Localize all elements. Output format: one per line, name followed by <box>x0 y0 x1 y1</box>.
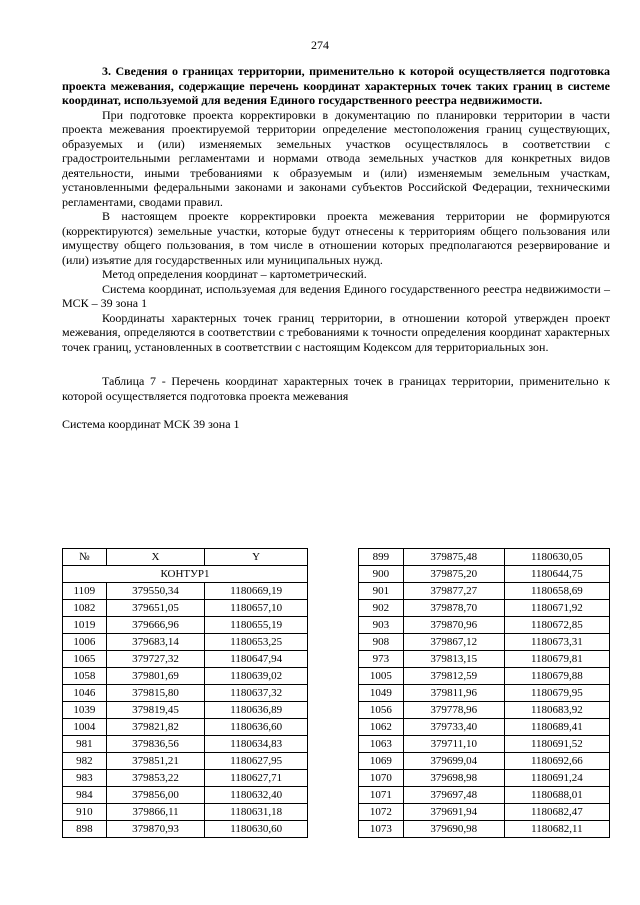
point-number-cell: 1004 <box>63 719 107 736</box>
x-coordinate-cell: 379867,12 <box>403 634 504 651</box>
x-coordinate-cell: 379875,48 <box>403 549 504 566</box>
point-number-cell: 900 <box>359 566 404 583</box>
y-coordinate-cell: 1180692,66 <box>504 753 609 770</box>
point-number-cell: 1082 <box>63 600 107 617</box>
contour-label: КОНТУР1 <box>63 566 308 583</box>
y-coordinate-cell: 1180689,41 <box>504 719 609 736</box>
x-coordinate-cell: 379819,45 <box>106 702 205 719</box>
point-number-cell: 901 <box>359 583 404 600</box>
y-coordinate-cell: 1180647,94 <box>205 651 308 668</box>
x-coordinate-cell: 379815,80 <box>106 685 205 702</box>
point-number-cell: 910 <box>63 804 107 821</box>
y-coordinate-cell: 1180632,40 <box>205 787 308 804</box>
point-number-cell: 1065 <box>63 651 107 668</box>
header-x: X <box>106 549 205 566</box>
y-coordinate-cell: 1180658,69 <box>504 583 609 600</box>
x-coordinate-cell: 379697,48 <box>403 787 504 804</box>
x-coordinate-cell: 379856,00 <box>106 787 205 804</box>
point-number-cell: 983 <box>63 770 107 787</box>
table-row <box>63 634 308 651</box>
point-number-cell: 1046 <box>63 685 107 702</box>
table-row <box>63 702 308 719</box>
table-row <box>63 804 308 821</box>
x-coordinate-cell: 379698,98 <box>403 770 504 787</box>
point-number-cell: 902 <box>359 600 404 617</box>
table-row <box>63 787 308 804</box>
table-row <box>359 668 610 685</box>
y-coordinate-cell: 1180688,01 <box>504 787 609 804</box>
y-coordinate-cell: 1180683,92 <box>504 702 609 719</box>
point-number-cell: 1073 <box>359 821 404 838</box>
table-header-row <box>63 549 308 566</box>
table-row <box>63 685 308 702</box>
x-coordinate-cell: 379875,20 <box>403 566 504 583</box>
y-coordinate-cell: 1180627,95 <box>205 753 308 770</box>
document-body <box>62 64 610 432</box>
right-table-body <box>359 549 610 838</box>
point-number-cell: 1070 <box>359 770 404 787</box>
table-row <box>359 804 610 821</box>
y-coordinate-cell: 1180673,31 <box>504 634 609 651</box>
point-number-cell: 1039 <box>63 702 107 719</box>
x-coordinate-cell: 379870,93 <box>106 821 205 838</box>
x-coordinate-cell: 379866,11 <box>106 804 205 821</box>
y-coordinate-cell: 1180653,25 <box>205 634 308 651</box>
table-row <box>359 787 610 804</box>
contour-row <box>63 566 308 583</box>
x-coordinate-cell: 379550,34 <box>106 583 205 600</box>
paragraph: При подготовке проекта корректировки в документацию по планировки территории в части проекта межевания проектируемой территории определение местоположения границ существующих, образуемых и (или) изменяемых земельных участков осуществлялось в соответствии с градостроительными регламентами и нормами отвода земельных участков для конкретных видов деятельности, иными требованиями к образуемым и (или) изменяемым земельным участкам, установленными федеральными законами и законами субъектов Российской Федерации, техническими регламентами, сводами правил. <box>62 107 610 209</box>
point-number-cell: 1056 <box>359 702 404 719</box>
y-coordinate-cell: 1180691,24 <box>504 770 609 787</box>
y-coordinate-cell: 1180627,71 <box>205 770 308 787</box>
point-number-cell: 903 <box>359 617 404 634</box>
x-coordinate-cell: 379853,22 <box>106 770 205 787</box>
point-number-cell: 1049 <box>359 685 404 702</box>
x-coordinate-cell: 379778,96 <box>403 702 504 719</box>
table-row <box>359 583 610 600</box>
table-row <box>359 821 610 838</box>
y-coordinate-cell: 1180630,60 <box>205 821 308 838</box>
table-row <box>359 549 610 566</box>
coordinates-table-left <box>62 548 308 838</box>
y-coordinate-cell: 1180679,88 <box>504 668 609 685</box>
point-number-cell: 1109 <box>63 583 107 600</box>
x-coordinate-cell: 379851,21 <box>106 753 205 770</box>
table-row <box>63 770 308 787</box>
x-coordinate-cell: 379683,14 <box>106 634 205 651</box>
y-coordinate-cell: 1180637,32 <box>205 685 308 702</box>
point-number-cell: 899 <box>359 549 404 566</box>
table-row <box>63 583 308 600</box>
page-number: 274 <box>311 38 329 52</box>
table-row <box>359 770 610 787</box>
x-coordinate-cell: 379727,32 <box>106 651 205 668</box>
x-coordinate-cell: 379690,98 <box>403 821 504 838</box>
y-coordinate-cell: 1180639,02 <box>205 668 308 685</box>
y-coordinate-cell: 1180631,18 <box>205 804 308 821</box>
section-heading: 3. Сведения о границах территории, применительно к которой осуществляется подготовка проекта межевания, содержащие перечень координат характерных точек таких границ в системе координат, используемой для ведения Единого государственного реестра недвижимости. <box>62 64 610 107</box>
table-row <box>359 651 610 668</box>
table-row <box>63 736 308 753</box>
point-number-cell: 1058 <box>63 668 107 685</box>
x-coordinate-cell: 379733,40 <box>403 719 504 736</box>
x-coordinate-cell: 379811,96 <box>403 685 504 702</box>
point-number-cell: 973 <box>359 651 404 668</box>
table-row <box>63 719 308 736</box>
y-coordinate-cell: 1180691,52 <box>504 736 609 753</box>
point-number-cell: 1071 <box>359 787 404 804</box>
table-row <box>359 753 610 770</box>
x-coordinate-cell: 379821,82 <box>106 719 205 736</box>
y-coordinate-cell: 1180679,95 <box>504 685 609 702</box>
point-number-cell: 1019 <box>63 617 107 634</box>
point-number-cell: 1069 <box>359 753 404 770</box>
point-number-cell: 1063 <box>359 736 404 753</box>
x-coordinate-cell: 379836,56 <box>106 736 205 753</box>
x-coordinate-cell: 379699,04 <box>403 753 504 770</box>
paragraph: Метод определения координат – картометрический. <box>102 267 367 281</box>
x-coordinate-cell: 379877,27 <box>403 583 504 600</box>
table-row <box>63 600 308 617</box>
x-coordinate-cell: 379813,15 <box>403 651 504 668</box>
point-number-cell: 1062 <box>359 719 404 736</box>
table-row <box>63 617 308 634</box>
point-number-cell: 984 <box>63 787 107 804</box>
table-row <box>63 821 308 838</box>
point-number-cell: 981 <box>63 736 107 753</box>
point-number-cell: 908 <box>359 634 404 651</box>
table-row <box>359 736 610 753</box>
header-number: № <box>63 549 107 566</box>
x-coordinate-cell: 379812,59 <box>403 668 504 685</box>
y-coordinate-cell: 1180655,19 <box>205 617 308 634</box>
x-coordinate-cell: 379878,70 <box>403 600 504 617</box>
y-coordinate-cell: 1180634,83 <box>205 736 308 753</box>
coordinates-table-right <box>358 548 610 838</box>
table-row <box>359 685 610 702</box>
paragraph: Система координат, используемая для ведения Единого государственного реестра недвижимости – МСК – 39 зона 1 <box>62 281 610 310</box>
table-row <box>359 634 610 651</box>
table-row <box>63 651 308 668</box>
table-row <box>359 600 610 617</box>
x-coordinate-cell: 379651,05 <box>106 600 205 617</box>
table-row <box>359 719 610 736</box>
x-coordinate-cell: 379801,69 <box>106 668 205 685</box>
y-coordinate-cell: 1180682,47 <box>504 804 609 821</box>
table-row <box>63 753 308 770</box>
y-coordinate-cell: 1180636,60 <box>205 719 308 736</box>
y-coordinate-cell: 1180679,81 <box>504 651 609 668</box>
table-row <box>359 566 610 583</box>
table-row <box>63 668 308 685</box>
y-coordinate-cell: 1180636,89 <box>205 702 308 719</box>
x-coordinate-cell: 379666,96 <box>106 617 205 634</box>
y-coordinate-cell: 1180672,85 <box>504 617 609 634</box>
paragraph: В настоящем проекте корректировки проекта межевания территории не формируются (корректируются) земельные участки, которые будут отнесены к территориям общего пользования или имуществу общего пользования, в том числе в отношении которых предполагаются резервирование и (или) изъятие для государственных или муниципальных нужд. <box>62 209 610 267</box>
point-number-cell: 1072 <box>359 804 404 821</box>
y-coordinate-cell: 1180630,05 <box>504 549 609 566</box>
x-coordinate-cell: 379711,10 <box>403 736 504 753</box>
y-coordinate-cell: 1180682,11 <box>504 821 609 838</box>
y-coordinate-cell: 1180644,75 <box>504 566 609 583</box>
left-table-body <box>63 583 308 838</box>
table-row <box>359 617 610 634</box>
point-number-cell: 982 <box>63 753 107 770</box>
point-number-cell: 898 <box>63 821 107 838</box>
table-caption: Таблица 7 - Перечень координат характерных точек в границах территории, применительно к которой осуществляется подготовка проекта межевания <box>62 374 610 403</box>
paragraph: Координаты характерных точек границ территории, в отношении которой утвержден проект межевания, определяются в соответствии с требованиями к точности определения координат характерных точек границ, установленных в соответствии с настоящим Кодексом для территориальных зон. <box>62 310 610 354</box>
point-number-cell: 1005 <box>359 668 404 685</box>
y-coordinate-cell: 1180671,92 <box>504 600 609 617</box>
x-coordinate-cell: 379870,96 <box>403 617 504 634</box>
point-number-cell: 1006 <box>63 634 107 651</box>
header-y: Y <box>205 549 308 566</box>
table-row <box>359 702 610 719</box>
y-coordinate-cell: 1180657,10 <box>205 600 308 617</box>
x-coordinate-cell: 379691,94 <box>403 804 504 821</box>
coordinate-system-label: Система координат МСК 39 зона 1 <box>62 417 240 431</box>
y-coordinate-cell: 1180669,19 <box>205 583 308 600</box>
